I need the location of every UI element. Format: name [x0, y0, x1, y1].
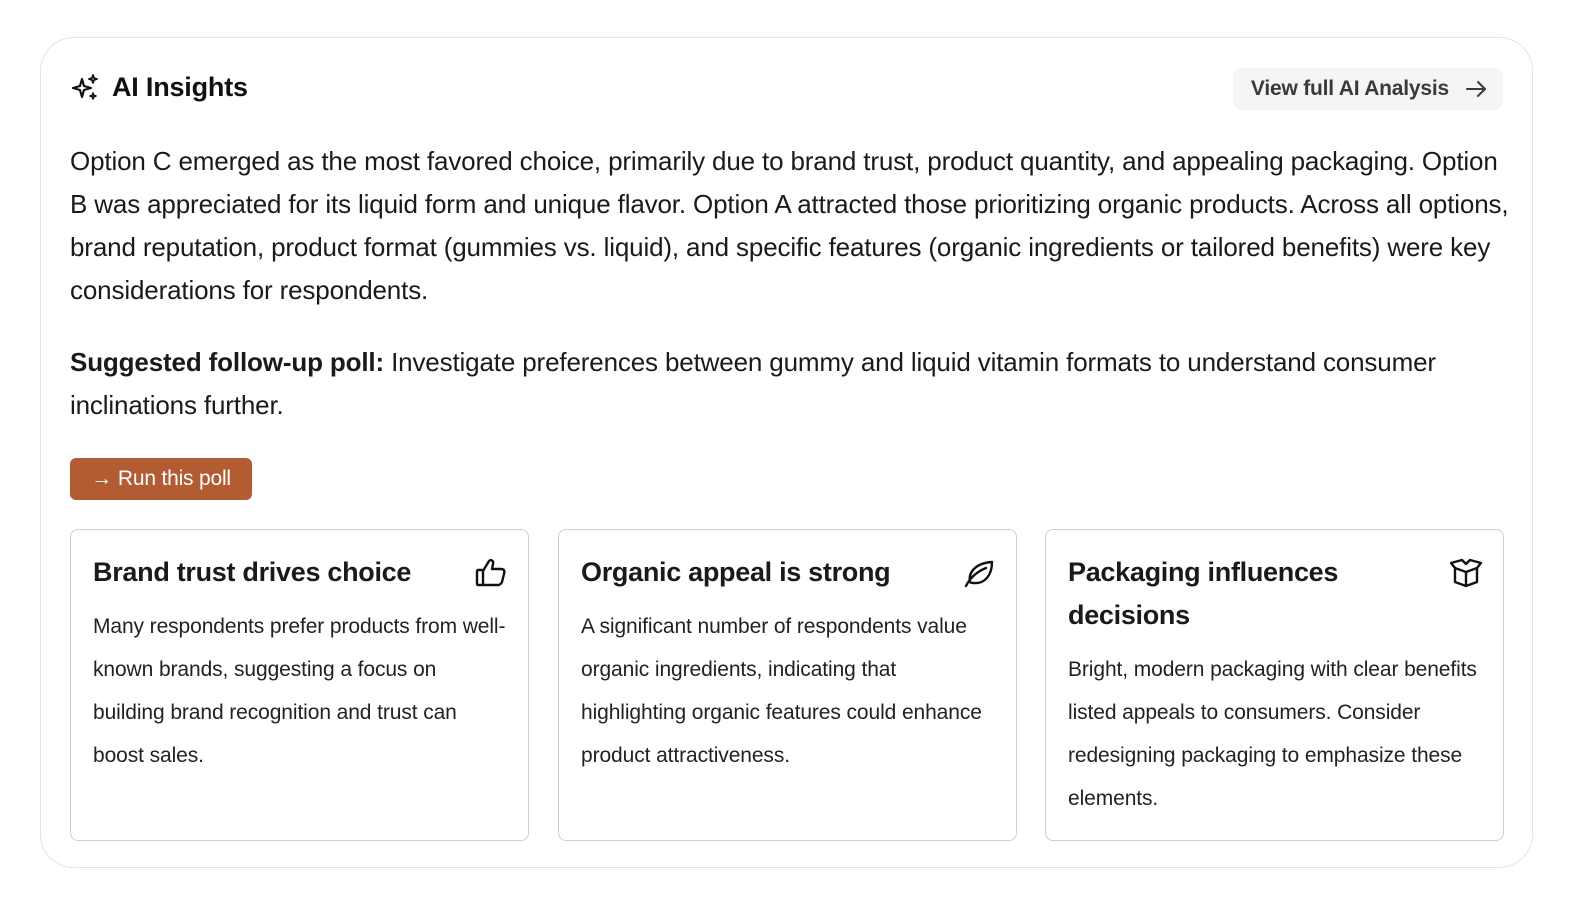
run-poll-button[interactable]: [70, 458, 252, 500]
insight-card-organic-appeal: [558, 529, 1017, 841]
card-body: A significant number of respondents value organic ingredients, indicating that highlighting organic features could enhance product attractiveness.: [581, 615, 982, 767]
card-title: Brand trust drives choice: [93, 557, 412, 587]
card-body: Bright, modern packaging with clear benefits listed appeals to consumers. Consider redesigning packaging to emphasize these elements.: [1068, 658, 1477, 810]
followup-text: Investigate preferences between gummy and liquid vitamin formats to understand consumer inclinations further.: [70, 347, 1436, 420]
thumbs-up-icon: [474, 556, 508, 590]
card-body: Many respondents prefer products from well-known brands, suggesting a focus on building brand recognition and trust can boost sales.: [93, 615, 506, 767]
panel-title: AI Insights: [112, 72, 248, 102]
ai-insights-panel: [40, 37, 1533, 868]
view-full-analysis-button[interactable]: [1233, 68, 1503, 110]
arrow-right-icon: [1465, 78, 1487, 100]
card-title: Packaging influences decisions: [1068, 557, 1339, 630]
title-group: [70, 72, 248, 103]
insight-card-packaging: [1045, 529, 1504, 841]
panel-header: [70, 66, 1503, 112]
card-title: Organic appeal is strong: [581, 557, 891, 587]
run-poll-label: Run this poll: [117, 467, 231, 490]
insight-card-brand-trust: [70, 529, 529, 841]
followup-suggestion: [70, 341, 1510, 427]
open-box-icon: [1449, 556, 1483, 590]
sparkle-icon: [70, 73, 100, 103]
view-full-analysis-label: View full AI Analysis: [1250, 77, 1449, 100]
insights-summary: Option C emerged as the most favored choice, primarily due to brand trust, product quantity, and appealing packaging. Option B was appreciated for its liquid form and unique flavor. Option A attracted those prioritizing organic products. Across all options, brand reputation, product format (gummies vs. liquid), and specific features (organic ingredients or tailored benefits) were key considerations for respondents.: [70, 146, 1509, 305]
leaf-icon: [962, 556, 996, 590]
arrow-right-icon: →: [91, 467, 112, 490]
followup-label: Suggested follow-up poll:: [70, 347, 384, 377]
